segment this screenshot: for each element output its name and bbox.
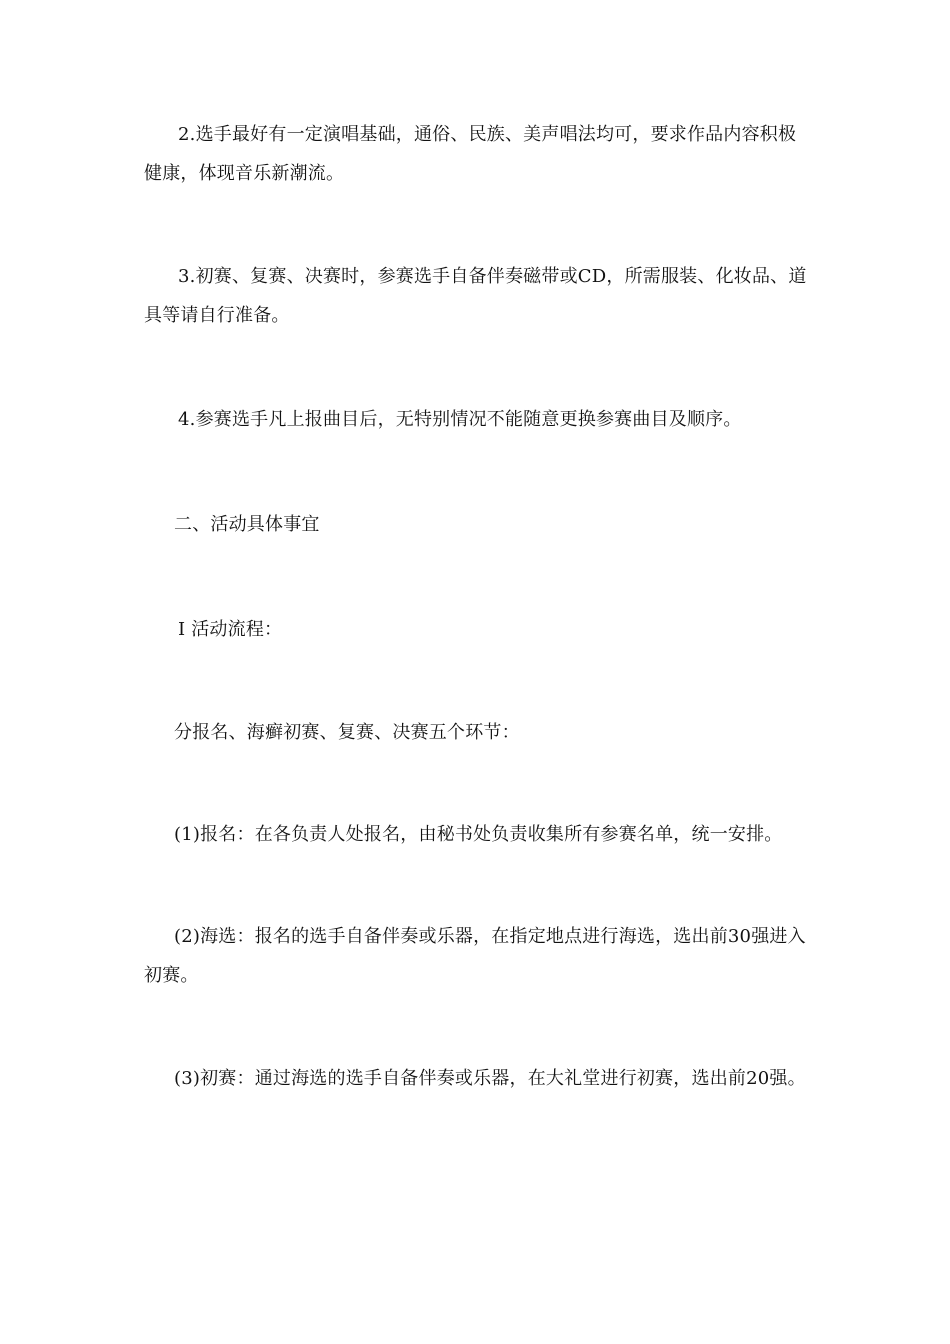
paragraph-stages-intro: 分报名、海癣初赛、复赛、决赛五个环节：: [174, 722, 520, 743]
paragraph-rule-3: 3.初赛、复赛、决赛时，参赛选手自备伴奏磁带或CD，所需服装、化妆品、道具等请自行准备。: [144, 266, 807, 326]
paragraph-stage-audition: (2)海选：报名的选手自备伴奏或乐器，在指定地点进行海选，选出前30强进入初赛。: [144, 926, 806, 986]
paragraph-stage-preliminary: (3)初赛：通过海选的选手自备伴奏或乐器，在大礼堂进行初赛，选出前20强。: [174, 1068, 806, 1089]
paragraph-rule-4: 4.参赛选手凡上报曲目后，无特别情况不能随意更换参赛曲目及顺序。: [178, 409, 742, 430]
section-heading: 二、活动具体事宜: [174, 514, 320, 535]
subsection-heading: Ⅰ 活动流程：: [178, 619, 283, 640]
paragraph-stage-registration: (1)报名：在各负责人处报名，由秘书处负责收集所有参赛名单，统一安排。: [174, 824, 783, 845]
paragraph-rule-2: 2.选手最好有一定演唱基础，通俗、民族、美声唱法均可，要求作品内容积极健康，体现音乐新潮流。: [144, 124, 797, 184]
